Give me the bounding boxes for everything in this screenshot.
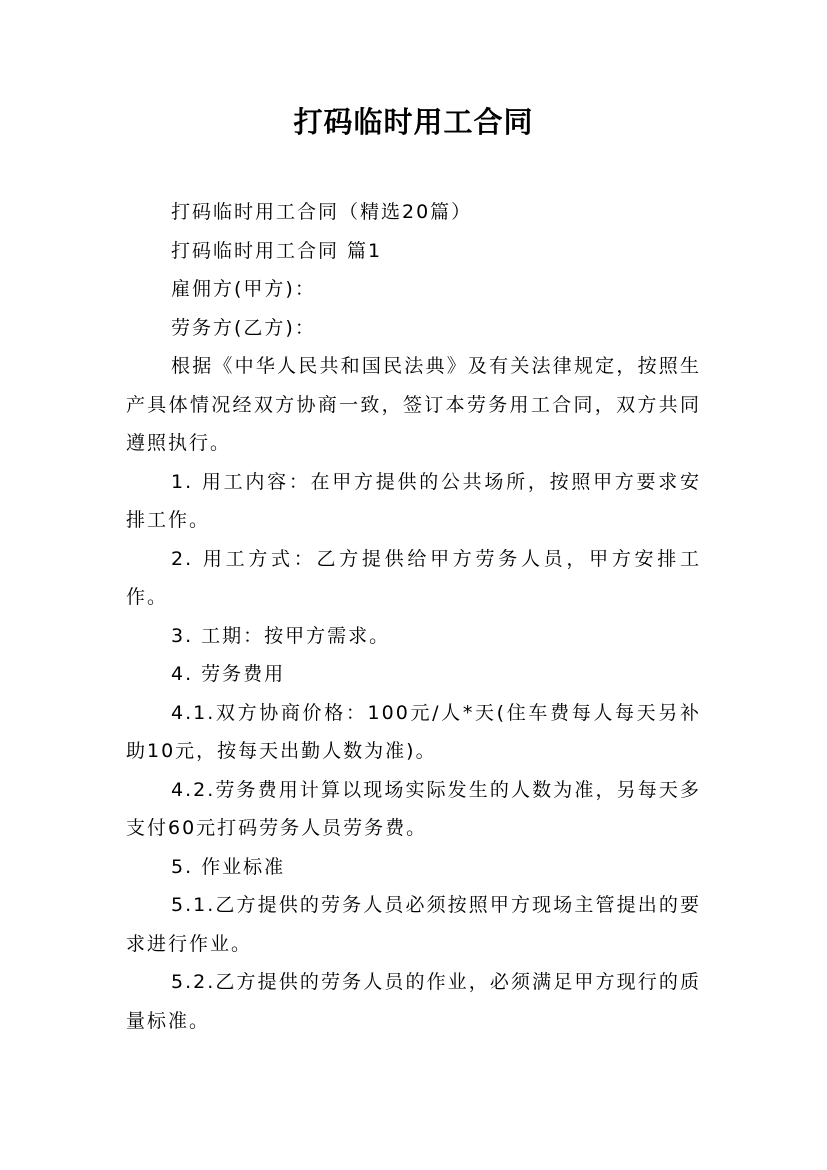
paragraph-clause-5-2: 5.2.乙方提供的劳务人员的作业，必须满足甲方现行的质量标准。 <box>126 971 701 1032</box>
paragraph-clause-4-2: 4.2.劳务费用计算以现场实际发生的人数为准，另每天多支付60元打码劳务人员劳务费。 <box>126 778 701 839</box>
paragraph-clause-5: 5. 作业标准 <box>171 855 286 878</box>
paragraph-party-a: 雇佣方(甲方)： <box>171 278 316 300</box>
paragraph-preamble: 根据《中华人民共和国民法典》及有关法律规定，按照生产具体情况经双方协商一致，签订本劳务用工合同，双方共同遵照执行。 <box>126 355 701 454</box>
paragraph-clause-5-1: 5.1.乙方提供的劳务人员必须按照甲方现场主管提出的要求进行作业。 <box>126 894 701 955</box>
paragraph-collection-title: 打码临时用工合同（精选20篇） <box>171 201 473 223</box>
paragraph-section-heading: 打码临时用工合同 篇1 <box>171 239 383 262</box>
document-title: 打码临时用工合同 <box>293 105 534 139</box>
paragraph-clause-1: 1. 用工内容：在甲方提供的公共场所，按照甲方要求安排工作。 <box>126 470 701 531</box>
paragraph-clause-4-1: 4.1.双方协商价格：100元/人*天(住车费每人每天另补助10元，按每天出勤人数为准)。 <box>126 701 701 762</box>
document-body <box>126 193 701 1040</box>
paragraph-clause-2: 2. 用工方式：乙方提供给甲方劳务人员，甲方安排工作。 <box>126 547 701 608</box>
paragraph-party-b: 劳务方(乙方)： <box>171 316 316 339</box>
paragraph-clause-3: 3. 工期：按甲方需求。 <box>171 624 391 647</box>
paragraph-clause-4: 4. 劳务费用 <box>171 663 286 685</box>
